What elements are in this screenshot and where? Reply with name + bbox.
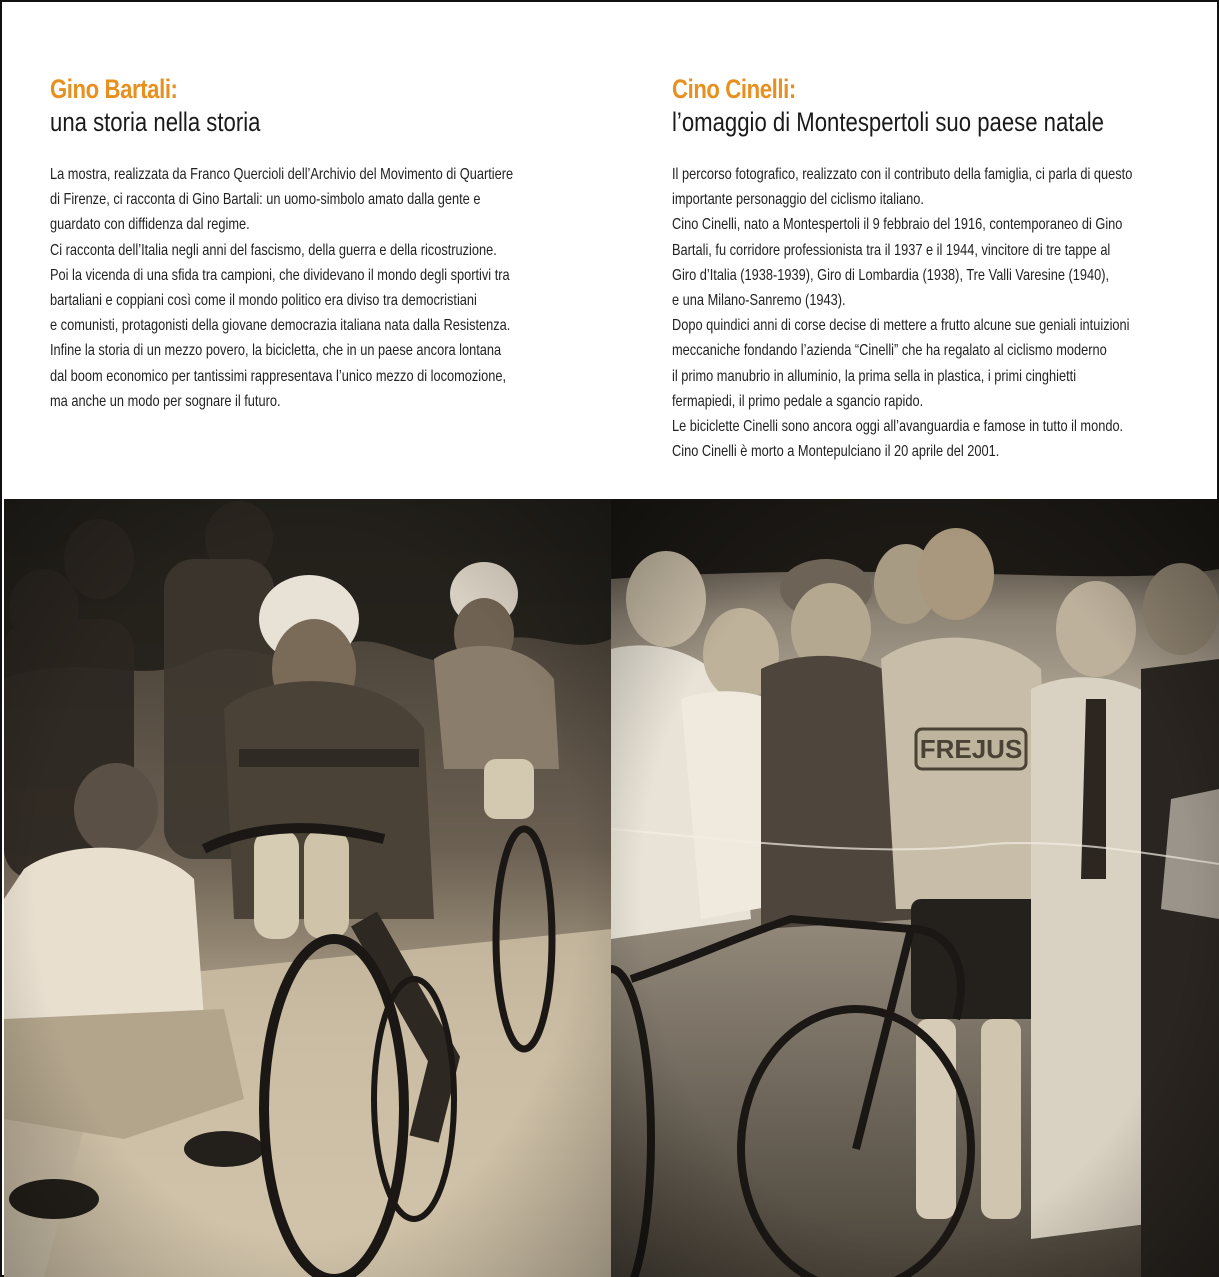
text-line: Poi la vicenda di una sfida tra campioni, che dividevano il mondo degli sportivi tra xyxy=(50,266,510,284)
text-line: La mostra, realizzata da Franco Quercioli dell’Archivio del Movimento di Quartiere xyxy=(50,166,514,183)
cinelli-subtitle: l’omaggio di Montespertoli suo paese natale xyxy=(672,107,1105,137)
text-line: Infine la storia di un mezzo povero, la bicicletta, che in un paese ancora lontana xyxy=(50,342,502,360)
cyclists-climb-photo-icon xyxy=(4,499,611,1277)
text-line: guardato con diffidenza dal regime. xyxy=(50,216,250,234)
text-line: Bartali, fu corridore professionista tra il 1937 e il 1944, vincitore di tre tappe al xyxy=(672,241,1111,259)
text-line: Dopo quindici anni di corse decise di mettere a frutto alcune sue geniali intuizioni xyxy=(672,317,1130,335)
cinelli-text xyxy=(672,162,1172,464)
text-line: di Firenze, ci racconta di Gino Bartali: un uomo-simbolo amato dalla gente e xyxy=(50,191,481,209)
text-line: e una Milano-Sanremo (1943). xyxy=(672,292,846,310)
text-line: Cino Cinelli è morto a Montepulciano il 20 aprile del 2001. xyxy=(672,443,1000,461)
bartali-subtitle: una storia nella storia xyxy=(50,107,261,137)
bartali-photo xyxy=(4,499,611,1277)
text-line: importante personaggio del ciclismo italiano. xyxy=(672,191,924,209)
bartali-title: Gino Bartali: xyxy=(50,74,178,104)
text-line: il primo manubrio in alluminio, la prima sella in plastica, i primi cinghietti xyxy=(672,367,1077,385)
text-line: Le biciclette Cinelli sono ancora oggi all’avanguardia e famose in tutto il mondo. xyxy=(672,418,1124,436)
cinelli-section xyxy=(672,72,1172,464)
text-line: ma anche un modo per sognare il futuro. xyxy=(50,392,281,410)
text-line: dal boom economico per tantissimi rappresentava l’unico mezzo di locomozione, xyxy=(50,367,507,385)
text-line: meccaniche fondando l’azienda “Cinelli” che ha regalato al ciclismo moderno xyxy=(672,342,1107,360)
text-line: Cino Cinelli, nato a Montespertoli il 9 febbraio del 1916, contemporaneo di Gino xyxy=(672,216,1123,234)
cinelli-photo xyxy=(611,499,1219,1277)
text-line: bartaliani e coppiani così come il mondo politico era diviso tra democristiani xyxy=(50,292,477,310)
text-line: Il percorso fotografico, realizzato con il contributo della famiglia, ci parla di questo xyxy=(672,166,1133,183)
bartali-section xyxy=(50,72,550,414)
cyclist-with-crowd-photo-icon xyxy=(611,499,1219,1277)
text-line: fermapiedi, il primo pedale a sgancio rapido. xyxy=(672,392,924,410)
text-line: Ci racconta dell’Italia negli anni del fascismo, della guerra e della ricostruzione. xyxy=(50,241,497,259)
text-line: Giro d’Italia (1938-1939), Giro di Lombardia (1938), Tre Valli Varesine (1940), xyxy=(672,266,1110,284)
cinelli-title: Cino Cinelli: xyxy=(672,74,796,104)
bartali-text xyxy=(50,162,550,414)
text-line: e comunisti, protagonisti della giovane democrazia italiana nata dalla Resistenza. xyxy=(50,317,511,335)
